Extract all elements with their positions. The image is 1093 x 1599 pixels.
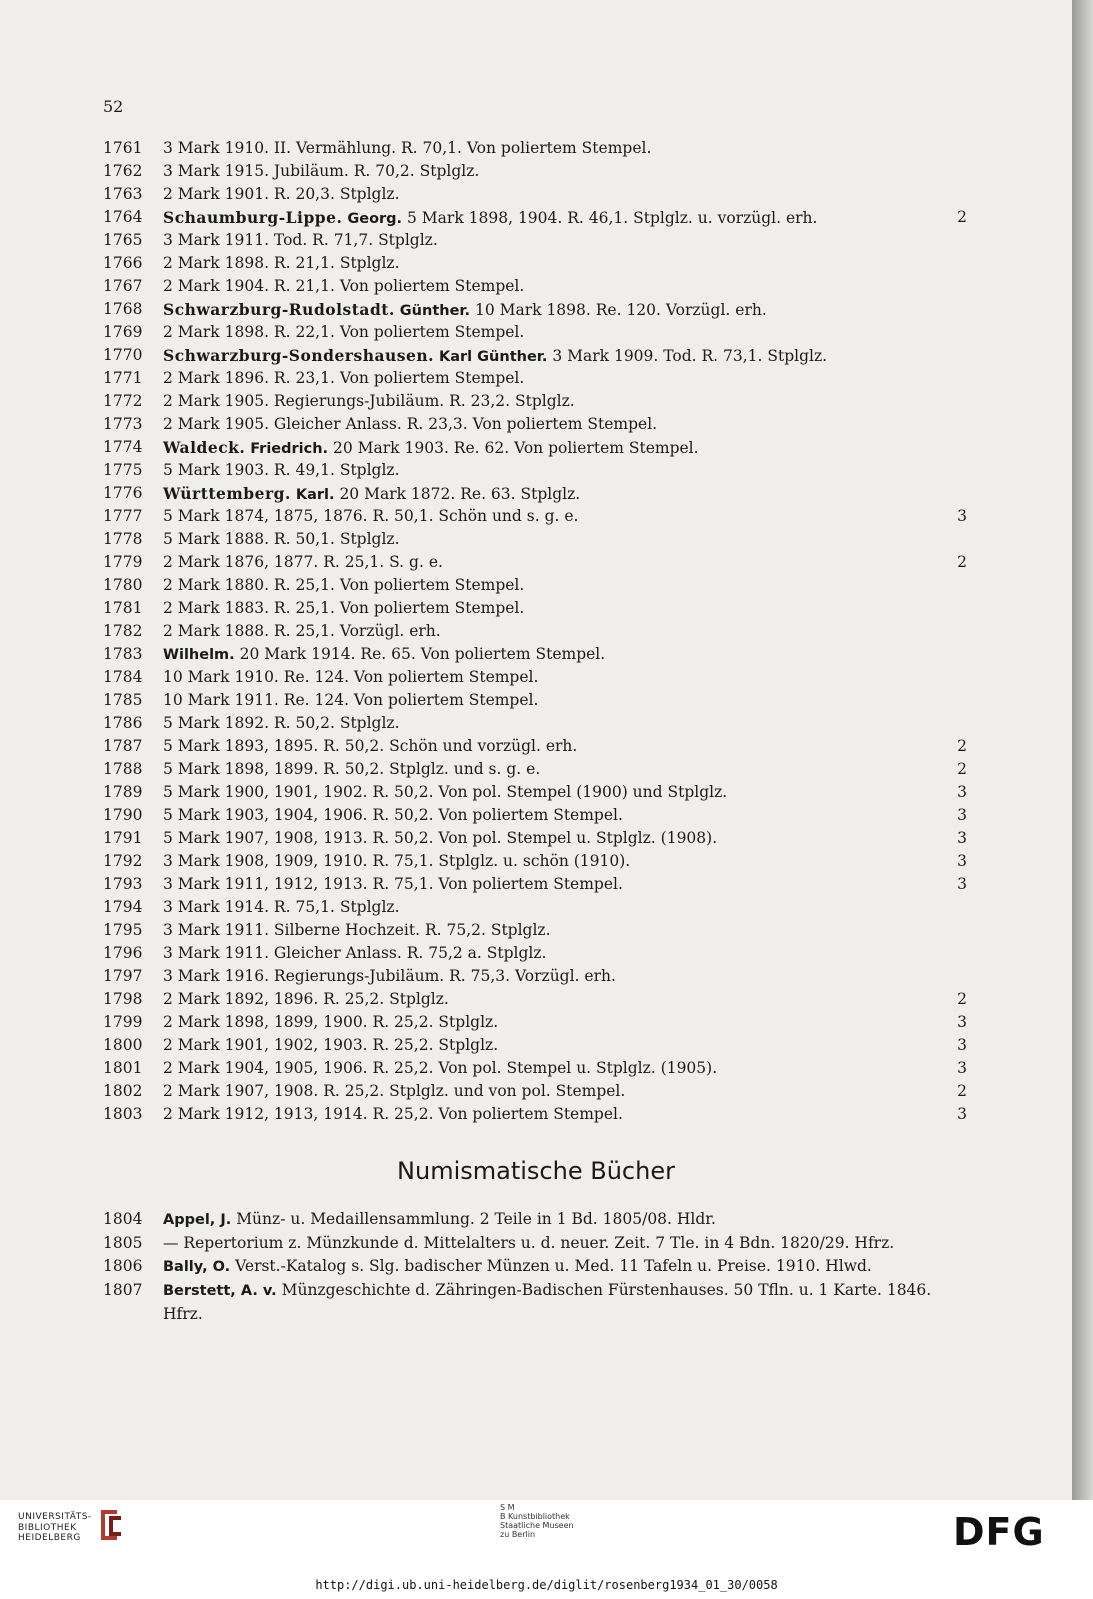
territory-heading: Schwarzburg-Rudolstadt. xyxy=(163,300,395,319)
footer xyxy=(0,1500,1093,1599)
coin-entry xyxy=(103,597,973,620)
coin-entry xyxy=(103,781,973,804)
coin-entry xyxy=(103,321,973,344)
entry-text xyxy=(163,597,524,620)
coin-description: 2 Mark 1898, 1899, 1900. R. 25,2. Stplglz. xyxy=(163,1013,499,1031)
coin-description: 5 Mark 1903. R. 49,1. Stplglz. xyxy=(163,461,400,479)
coin-description: 3 Mark 1915. Jubiläum. R. 70,2. Stplglz. xyxy=(163,162,480,180)
entry-text xyxy=(163,712,400,735)
coin-entry xyxy=(103,183,973,206)
entry-number: 1784 xyxy=(103,668,143,686)
uni-line-1: UNIVERSITÄTS- xyxy=(18,1512,92,1522)
coin-description: 3 Mark 1909. Tod. R. 73,1. Stplglz. xyxy=(552,347,828,365)
ruler-name: Günther. xyxy=(399,303,471,319)
coin-entry xyxy=(103,160,973,183)
entry-text xyxy=(163,413,657,436)
entry-number: 1780 xyxy=(103,576,143,594)
entry-text xyxy=(163,390,575,413)
entry-number: 1782 xyxy=(103,622,143,640)
territory-heading: Waldeck. xyxy=(163,438,246,457)
coin-description: 2 Mark 1883. R. 25,1. Von poliertem Stempel. xyxy=(163,599,525,617)
coin-description: 5 Mark 1874, 1875, 1876. R. 50,1. Schön und s. g. e. xyxy=(163,507,579,525)
coin-entry xyxy=(103,827,973,850)
lot-count: 2 xyxy=(957,990,967,1008)
lot-count: 3 xyxy=(957,1013,967,1031)
entry-text xyxy=(163,459,400,482)
entry-number: 1774 xyxy=(103,438,143,456)
book-author: Bally, O. xyxy=(163,1259,231,1275)
entry-text xyxy=(163,942,546,965)
book-author: Appel, J. xyxy=(163,1212,232,1228)
coin-entry xyxy=(103,1103,973,1126)
entry-text xyxy=(163,850,630,873)
entry-number: 1788 xyxy=(103,760,143,778)
coin-entry xyxy=(103,965,973,988)
coin-description: 2 Mark 1892, 1896. R. 25,2. Stplglz. xyxy=(163,990,449,1008)
entry-number: 1794 xyxy=(103,898,143,916)
territory-heading: Schwarzburg-Sondershausen. xyxy=(163,346,435,365)
coin-entry xyxy=(103,850,973,873)
entry-text xyxy=(163,574,524,597)
coin-entry xyxy=(103,137,973,160)
entry-text xyxy=(163,229,438,252)
coin-entry xyxy=(103,206,973,229)
entry-number: 1777 xyxy=(103,507,143,525)
entry-text xyxy=(163,252,400,275)
entry-number: 1790 xyxy=(103,806,143,824)
book-entry xyxy=(103,1255,973,1279)
smb-line-3: Staatliche Museen xyxy=(500,1521,574,1530)
coin-entry xyxy=(103,482,973,505)
coin-description: 20 Mark 1914. Re. 65. Von poliertem Stempel. xyxy=(239,645,606,663)
coin-description: 5 Mark 1893, 1895. R. 50,2. Schön und vorzügl. erh. xyxy=(163,737,578,755)
coin-entry xyxy=(103,758,973,781)
coin-entry xyxy=(103,413,973,436)
entry-number: 1779 xyxy=(103,553,143,571)
coin-entry xyxy=(103,229,973,252)
coin-entry xyxy=(103,735,973,758)
entry-text xyxy=(163,436,699,461)
entry-text xyxy=(163,620,441,643)
coin-list xyxy=(103,137,973,1126)
coin-description: 5 Mark 1907, 1908, 1913. R. 50,2. Von pol. Stempel u. Stplglz. (1908). xyxy=(163,829,718,847)
coin-description: 5 Mark 1898, 1904. R. 46,1. Stplglz. u. vorzügl. erh. xyxy=(407,209,818,227)
entry-text xyxy=(163,551,443,574)
university-library-label[interactable] xyxy=(18,1512,92,1544)
coin-description: 3 Mark 1914. R. 75,1. Stplglz. xyxy=(163,898,400,916)
entry-number: 1807 xyxy=(103,1281,143,1299)
coin-description: 3 Mark 1911, 1912, 1913. R. 75,1. Von poliertem Stempel. xyxy=(163,875,623,893)
coin-description: 2 Mark 1898. R. 22,1. Von poliertem Stempel. xyxy=(163,323,525,341)
entry-number: 1776 xyxy=(103,484,143,502)
coin-description: 3 Mark 1908, 1909, 1910. R. 75,1. Stplglz. u. schön (1910). xyxy=(163,852,631,870)
coin-description: 10 Mark 1910. Re. 124. Von poliertem Stempel. xyxy=(163,668,539,686)
entry-text xyxy=(163,206,817,231)
entry-number: 1765 xyxy=(103,231,143,249)
coin-description: 20 Mark 1903. Re. 62. Von poliertem Stempel. xyxy=(333,439,699,457)
coin-entry xyxy=(103,988,973,1011)
entry-text xyxy=(163,344,827,369)
coin-entry xyxy=(103,344,973,367)
coin-entry xyxy=(103,620,973,643)
entry-number: 1802 xyxy=(103,1082,143,1100)
coin-description: 3 Mark 1911. Tod. R. 71,7. Stplglz. xyxy=(163,231,438,249)
lot-count: 3 xyxy=(957,806,967,824)
entry-number: 1803 xyxy=(103,1105,143,1123)
entry-text xyxy=(163,505,578,528)
coin-entry xyxy=(103,1034,973,1057)
book-description: Münz- u. Medaillensammlung. 2 Teile in 1 Bd. 1805/08. Hldr. xyxy=(236,1210,716,1228)
entry-text xyxy=(163,781,727,804)
entry-text xyxy=(163,298,767,323)
entry-number: 1798 xyxy=(103,990,143,1008)
coin-description: 3 Mark 1910. II. Vermählung. R. 70,1. Von poliertem Stempel. xyxy=(163,139,652,157)
coin-description: 2 Mark 1901, 1902, 1903. R. 25,2. Stplglz. xyxy=(163,1036,499,1054)
entry-number: 1761 xyxy=(103,139,143,157)
coin-entry xyxy=(103,643,973,666)
ruler-name: Georg. xyxy=(347,211,403,227)
entry-number: 1767 xyxy=(103,277,143,295)
lot-count: 2 xyxy=(957,760,967,778)
coin-description: 5 Mark 1900, 1901, 1902. R. 50,2. Von pol. Stempel (1900) und Stplglz. xyxy=(163,783,728,801)
entry-number: 1786 xyxy=(103,714,143,732)
coin-entry xyxy=(103,574,973,597)
lot-count: 3 xyxy=(957,852,967,870)
territory-heading: Württemberg. xyxy=(163,484,291,503)
entry-number: 1770 xyxy=(103,346,143,364)
dfg-logo[interactable]: DFG xyxy=(953,1510,1045,1554)
entry-number: 1787 xyxy=(103,737,143,755)
coin-entry xyxy=(103,942,973,965)
lot-count: 3 xyxy=(957,829,967,847)
coin-entry xyxy=(103,689,973,712)
entry-number: 1762 xyxy=(103,162,143,180)
coin-entry xyxy=(103,873,973,896)
ruler-name: Wilhelm. xyxy=(163,647,235,663)
coin-entry xyxy=(103,505,973,528)
coin-entry xyxy=(103,367,973,390)
entry-number: 1801 xyxy=(103,1059,143,1077)
page-number: 52 xyxy=(103,97,124,116)
entry-text xyxy=(163,689,538,712)
entry-text xyxy=(163,275,524,298)
coin-description: 10 Mark 1898. Re. 120. Vorzügl. erh. xyxy=(474,301,767,319)
book-entry xyxy=(103,1232,973,1255)
coin-entry xyxy=(103,298,973,321)
lot-count: 3 xyxy=(957,783,967,801)
lot-count: 2 xyxy=(957,553,967,571)
entry-text xyxy=(163,827,717,850)
coin-description: 5 Mark 1892. R. 50,2. Stplglz. xyxy=(163,714,400,732)
lot-count: 3 xyxy=(957,1059,967,1077)
lot-count: 2 xyxy=(957,737,967,755)
entry-number: 1804 xyxy=(103,1210,143,1228)
uni-line-2: BIBLIOTHEK xyxy=(18,1522,77,1533)
entry-number: 1792 xyxy=(103,852,143,870)
coin-description: 3 Mark 1911. Gleicher Anlass. R. 75,2 a. Stplglz. xyxy=(163,944,547,962)
entry-text xyxy=(163,919,551,942)
entry-number: 1778 xyxy=(103,530,143,548)
entry-number: 1791 xyxy=(103,829,143,847)
entry-number: 1805 xyxy=(103,1234,143,1252)
coin-entry xyxy=(103,919,973,942)
coin-description: 2 Mark 1896. R. 23,1. Von poliertem Stempel. xyxy=(163,369,525,387)
lot-count: 2 xyxy=(957,208,967,226)
entry-number: 1800 xyxy=(103,1036,143,1054)
entry-number: 1796 xyxy=(103,944,143,962)
entry-text xyxy=(163,482,580,507)
entry-text xyxy=(163,528,400,551)
entry-number: 1766 xyxy=(103,254,143,272)
coin-description: 2 Mark 1898. R. 21,1. Stplglz. xyxy=(163,254,400,272)
entry-text xyxy=(163,183,400,206)
lot-count: 3 xyxy=(957,507,967,525)
coin-description: 5 Mark 1903, 1904, 1906. R. 50,2. Von poliertem Stempel. xyxy=(163,806,623,824)
ruler-name: Karl Günther. xyxy=(438,349,548,365)
lot-count: 3 xyxy=(957,1105,967,1123)
lot-count: 2 xyxy=(957,1082,967,1100)
book-description: Münzgeschichte d. Zähringen-Badischen Fürstenhauses. 50 Tfln. u. 1 Karte. 1846. Hfrz. xyxy=(163,1281,932,1323)
coin-description: 2 Mark 1905. Gleicher Anlass. R. 23,3. Von poliertem Stempel. xyxy=(163,415,658,433)
coin-description: 2 Mark 1888. R. 25,1. Vorzügl. erh. xyxy=(163,622,441,640)
entry-number: 1773 xyxy=(103,415,143,433)
coin-entry xyxy=(103,528,973,551)
lot-count: 3 xyxy=(957,1036,967,1054)
entry-text xyxy=(163,137,651,160)
entry-text xyxy=(163,160,479,183)
entry-text xyxy=(163,896,400,919)
entry-number: 1775 xyxy=(103,461,143,479)
entry-text xyxy=(163,367,524,390)
entry-text xyxy=(163,873,623,896)
book-description: Verst.-Katalog s. Slg. badischer Münzen u. Med. 11 Tafeln u. Preise. 1910. Hlwd. xyxy=(235,1257,872,1275)
uni-line-3: HEIDELBERG xyxy=(18,1533,81,1543)
entry-number: 1764 xyxy=(103,208,143,226)
coin-entry xyxy=(103,390,973,413)
entry-number: 1772 xyxy=(103,392,143,410)
smb-line-2: B Kunstbibliothek xyxy=(500,1512,570,1521)
book-author: Berstett, A. v. xyxy=(163,1283,277,1299)
entry-number: 1793 xyxy=(103,875,143,893)
coin-entry xyxy=(103,1011,973,1034)
entry-text xyxy=(163,1103,623,1126)
entry-number: 1781 xyxy=(103,599,143,617)
entry-number: 1797 xyxy=(103,967,143,985)
coin-description: 2 Mark 1904, 1905, 1906. R. 25,2. Von pol. Stempel u. Stplglz. (1905). xyxy=(163,1059,718,1077)
coin-entry xyxy=(103,551,973,574)
coin-description: 5 Mark 1888. R. 50,1. Stplglz. xyxy=(163,530,400,548)
lot-count: 3 xyxy=(957,875,967,893)
smb-line-1: S M xyxy=(500,1503,515,1512)
book-entry xyxy=(103,1208,973,1232)
ruler-name: Friedrich. xyxy=(250,441,329,457)
university-logo-icon xyxy=(97,1506,125,1544)
permalink-url[interactable]: http://digi.ub.uni-heidelberg.de/diglit/rosenberg1934_01_30/0058 xyxy=(315,1578,778,1592)
coin-entry xyxy=(103,252,973,275)
coin-description: 10 Mark 1911. Re. 124. Von poliertem Stempel. xyxy=(163,691,539,709)
coin-description: 2 Mark 1901. R. 20,3. Stplglz. xyxy=(163,185,400,203)
coin-entry xyxy=(103,712,973,735)
entry-number: 1789 xyxy=(103,783,143,801)
entry-text xyxy=(163,988,449,1011)
coin-entry xyxy=(103,1057,973,1080)
coin-description: 3 Mark 1916. Regierungs-Jubiläum. R. 75,3. Vorzügl. erh. xyxy=(163,967,616,985)
coin-entry xyxy=(103,275,973,298)
coin-entry xyxy=(103,459,973,482)
smb-logo[interactable] xyxy=(500,1503,574,1539)
entry-text xyxy=(163,804,623,827)
entry-text xyxy=(163,1034,498,1057)
entry-text xyxy=(163,666,538,689)
coin-description: 3 Mark 1911. Silberne Hochzeit. R. 75,2. Stplglz. xyxy=(163,921,551,939)
coin-description: 2 Mark 1876, 1877. R. 25,1. S. g. e. xyxy=(163,553,443,571)
territory-heading: Schaumburg-Lippe. xyxy=(163,208,343,227)
coin-entry xyxy=(103,896,973,919)
smb-line-4: zu Berlin xyxy=(500,1530,536,1539)
coin-entry xyxy=(103,1080,973,1103)
book-entry xyxy=(103,1279,973,1326)
entry-number: 1763 xyxy=(103,185,143,203)
section-title: Numismatische Bücher xyxy=(397,1157,675,1185)
coin-entry xyxy=(103,804,973,827)
entry-number: 1795 xyxy=(103,921,143,939)
book-list xyxy=(103,1208,973,1326)
entry-text xyxy=(163,965,616,988)
coin-description: 20 Mark 1872. Re. 63. Stplglz. xyxy=(339,485,581,503)
coin-description: 2 Mark 1905. Regierungs-Jubiläum. R. 23,2. Stplglz. xyxy=(163,392,575,410)
coin-description: 2 Mark 1904. R. 21,1. Von poliertem Stempel. xyxy=(163,277,525,295)
entry-text xyxy=(163,1011,498,1034)
entry-text xyxy=(163,1057,717,1080)
entry-number: 1785 xyxy=(103,691,143,709)
coin-entry xyxy=(103,666,973,689)
entry-number: 1768 xyxy=(103,300,143,318)
page-edge xyxy=(1072,0,1093,1500)
entry-number: 1799 xyxy=(103,1013,143,1031)
coin-description: 2 Mark 1907, 1908. R. 25,2. Stplglz. und von pol. Stempel. xyxy=(163,1082,626,1100)
coin-description: 2 Mark 1912, 1913, 1914. R. 25,2. Von poliertem Stempel. xyxy=(163,1105,623,1123)
ruler-name: Karl. xyxy=(295,487,335,503)
coin-description: 5 Mark 1898, 1899. R. 50,2. Stplglz. und s. g. e. xyxy=(163,760,541,778)
entry-text xyxy=(163,321,524,344)
entry-text xyxy=(163,735,577,758)
entry-number: 1771 xyxy=(103,369,143,387)
book-description: — Repertorium z. Münzkunde d. Mittelalters u. d. neuer. Zeit. 7 Tle. in 4 Bdn. 1820/29. Hfrz. xyxy=(163,1234,895,1252)
coin-description: 2 Mark 1880. R. 25,1. Von poliertem Stempel. xyxy=(163,576,525,594)
entry-number: 1769 xyxy=(103,323,143,341)
entry-text xyxy=(163,1080,625,1103)
entry-text xyxy=(163,643,605,667)
coin-entry xyxy=(103,436,973,459)
entry-text xyxy=(163,758,540,781)
entry-number: 1806 xyxy=(103,1257,143,1275)
entry-number: 1783 xyxy=(103,645,143,663)
